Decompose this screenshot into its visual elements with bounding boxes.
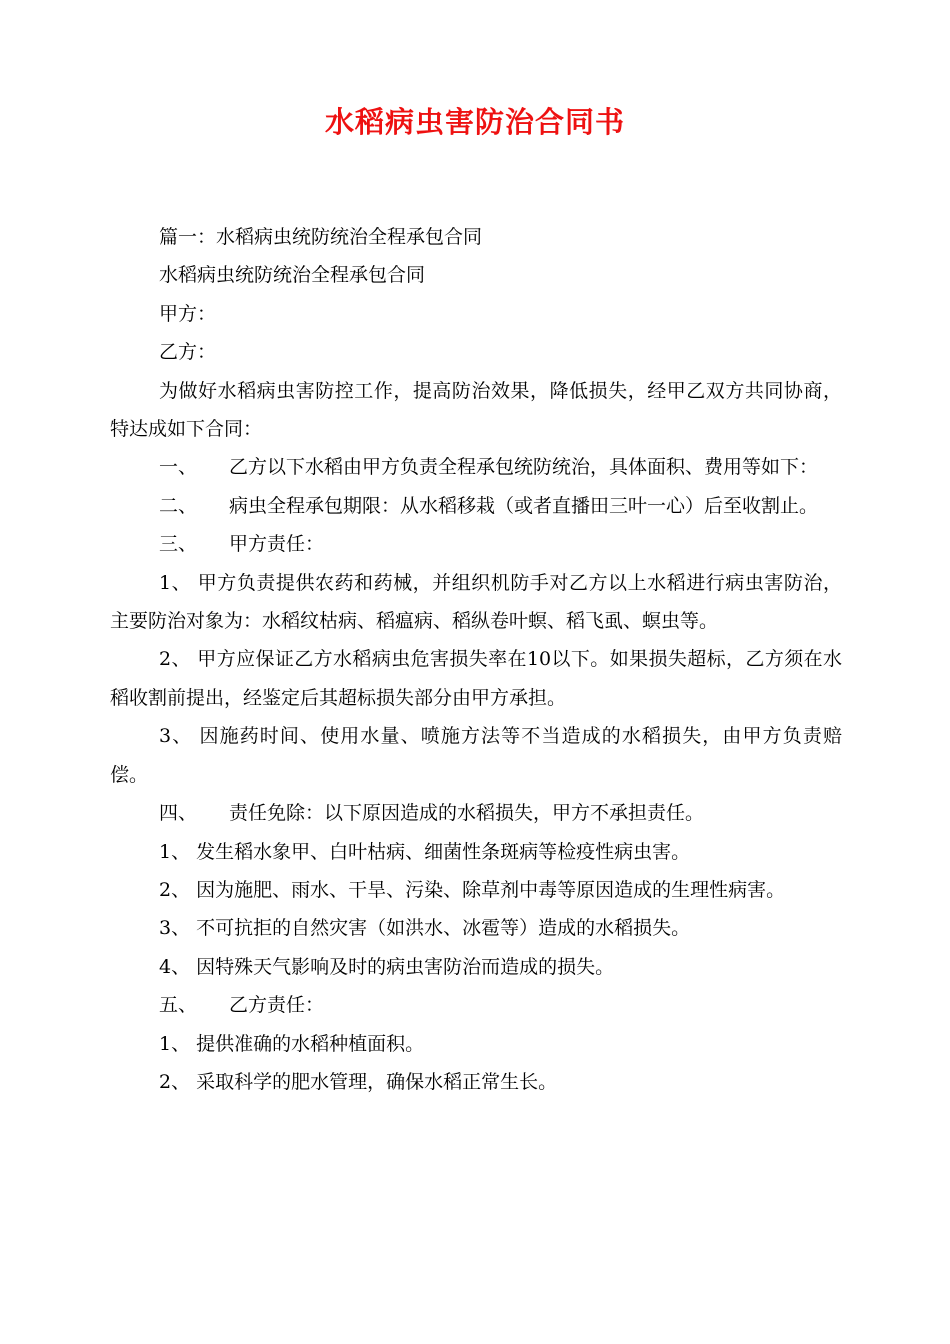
- clause-text: 责任免除：以下原因造成的水稻损失，甲方不承担责任。: [229, 802, 705, 825]
- list-item: 1、 提供准确的水稻种植面积。: [159, 1032, 425, 1055]
- clause-number: 四、: [159, 802, 198, 825]
- clause-number: 三、: [159, 533, 198, 556]
- document-title: 水稻病虫害防治合同书: [324, 105, 625, 139]
- document-body: [110, 218, 842, 1101]
- clause-text: 乙方责任：: [229, 994, 325, 1017]
- clause-3: [110, 525, 842, 563]
- clause-5: [110, 986, 842, 1024]
- paragraph-preamble: 为做好水稻病虫害防控工作，提高防治效果，降低损失，经甲乙双方共同协商，特达成如下合同：: [110, 379, 842, 441]
- list-item: 2、 因为施肥、雨水、干旱、污染、除草剂中毒等原因造成的生理性病害。: [159, 878, 786, 901]
- paragraph-chapter-heading: 篇一：水稻病虫统防统治全程承包合同: [159, 226, 483, 248]
- clause-4: [110, 794, 842, 832]
- list-item: 4、 因特殊天气影响及时的病虫害防治而造成的损失。: [159, 955, 615, 978]
- clause-2: [110, 487, 842, 525]
- paragraph-party-b: 乙方：: [159, 341, 217, 364]
- clause-text: 甲方责任：: [229, 533, 325, 556]
- paragraph-party-a: 甲方：: [159, 302, 217, 325]
- list-item: 2、 甲方应保证乙方水稻病虫危害损失率在10以下。如果损失超标，乙方须在水稻收割前提出，经鉴定后其超标损失部分由甲方承担。: [110, 648, 842, 709]
- list-item: 1、 甲方负责提供农药和药械，并组织机防手对乙方以上水稻进行病虫害防治，主要防治对象为：水稻纹枯病、稻瘟病、稻纵卷叶螟、稻飞虱、螟虫等。: [110, 571, 842, 633]
- clause-text: 乙方以下水稻由甲方负责全程承包统防统治，具体面积、费用等如下：: [229, 456, 819, 479]
- clause-number: 一、: [159, 456, 198, 479]
- list-item: 2、 采取科学的肥水管理，确保水稻正常生长。: [159, 1070, 558, 1093]
- list-item: 3、 因施药时间、使用水量、喷施方法等不当造成的水稻损失，由甲方负责赔 偿。: [110, 725, 842, 786]
- clause-number: 二、: [159, 494, 198, 517]
- list-item: 1、 发生稻水象甲、白叶枯病、细菌性条斑病等检疫性病虫害。: [159, 840, 691, 863]
- clause-1: [110, 448, 842, 486]
- clause-number: 五、: [159, 994, 198, 1017]
- paragraph-contract-name: 水稻病虫统防统治全程承包合同: [159, 264, 426, 287]
- clause-text: 病虫全程承包期限：从水稻移栽（或者直播田三叶一心）后至收割止。: [229, 494, 819, 517]
- list-item: 3、 不可抗拒的自然灾害（如洪水、冰雹等）造成的水稻损失。: [159, 917, 691, 940]
